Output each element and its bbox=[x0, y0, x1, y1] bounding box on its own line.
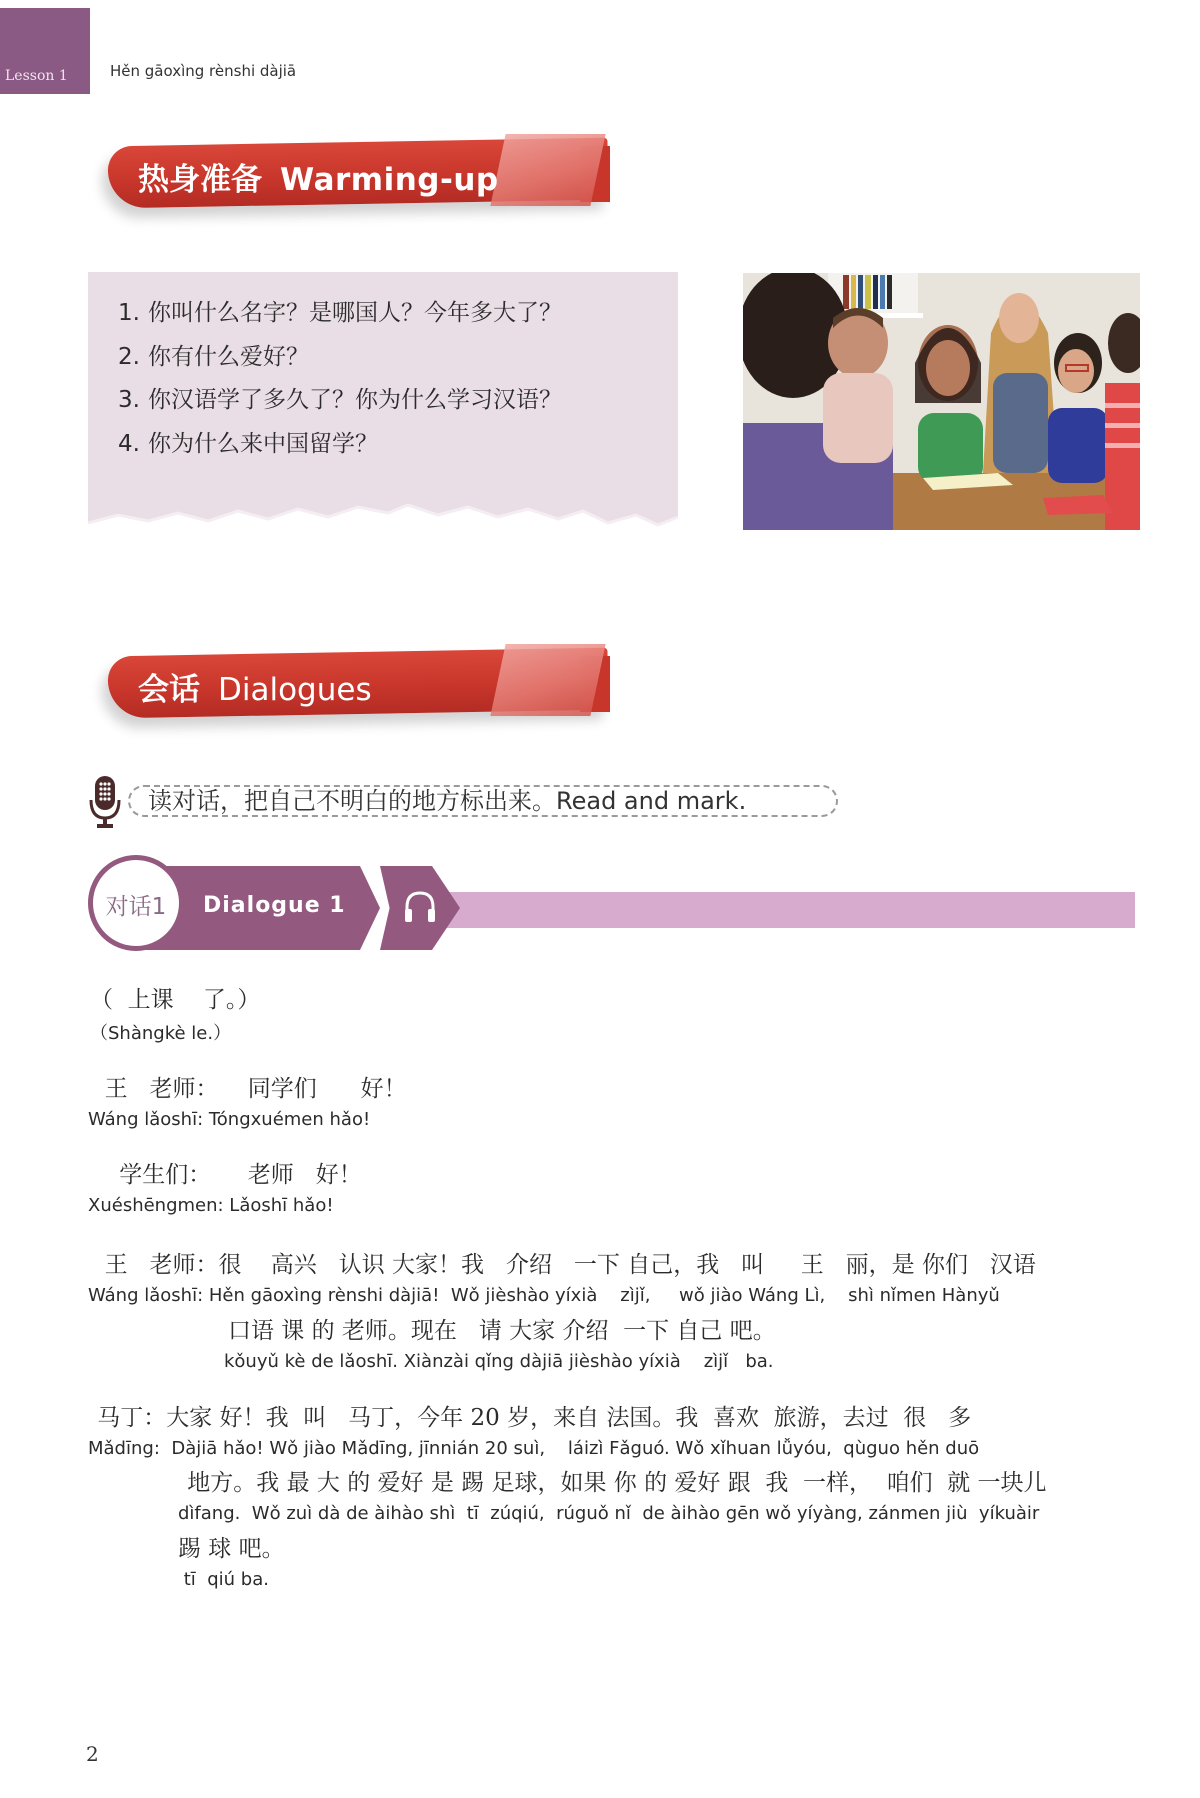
dialogue-line-pinyin: Mǎdīng: Dàjiā hǎo! Wǒ jiào Mǎdīng, jīnnián 20 suì, láizì Fǎguó. Wǒ xǐhuan lǚyóu, qùguo hěn duō bbox=[88, 1438, 980, 1459]
dialogue-line-cn: 地方。我 最 大 的 爱好 是 踢 足球，如果 你 的 爱好 跟 我 一样， 咱们 就 一块儿 bbox=[180, 1470, 1047, 1496]
warmup-questions-list bbox=[118, 292, 562, 466]
dialogue-line-pinyin: dìfang. Wǒ zuì dà de àihào shì tī zúqiú, rúguǒ nǐ de àihào gēn wǒ yíyàng, zánmen jiù yíkuàir bbox=[178, 1503, 1040, 1524]
warmup-section-ribbon bbox=[108, 132, 608, 210]
microphone-icon bbox=[88, 776, 122, 828]
lesson-tab-label: Lesson 1 bbox=[5, 68, 68, 84]
dialogue-line-cn: 口语 课 的 老师。现在 请 大家 介绍 一下 自己 吧。 bbox=[228, 1318, 776, 1344]
lesson-title-pinyin: Hěn gāoxìng rènshi dàjiā bbox=[110, 62, 297, 80]
dialogue-line-cn: （ 上课 了。） bbox=[90, 987, 261, 1013]
photo-illustration bbox=[743, 273, 1140, 530]
warmup-heading-en: Warming-up bbox=[280, 162, 499, 198]
dialogue-number-badge bbox=[88, 855, 184, 951]
dialogues-section-ribbon bbox=[108, 642, 608, 720]
warmup-heading-cn: 热身准备 bbox=[138, 162, 262, 198]
torn-paper-edge bbox=[88, 495, 678, 535]
dialogue-line-pinyin: Wáng lǎoshī: Tóngxuémen hǎo! bbox=[88, 1109, 371, 1130]
warmup-question: 1. 你叫什么名字？是哪国人？今年多大了？ bbox=[118, 300, 562, 326]
dialogue-line-cn: 马丁：大家 好！我 叫 马丁，今年 20 岁，来自 法国。我 喜欢 旅游，去过 很 多 bbox=[90, 1405, 972, 1431]
dialogue-banner-bar bbox=[440, 892, 1135, 928]
dialogues-heading-cn: 会话 bbox=[138, 672, 200, 708]
dialogue-line-cn: 王 老师：很 高兴 认识 大家！我 介绍 一下 自己，我 叫 王 丽，是 你们 汉语 bbox=[90, 1252, 1036, 1278]
headphones-icon[interactable] bbox=[402, 889, 438, 925]
dialogue-line-pinyin: kǒuyǔ kè de lǎoshī. Xiànzài qǐng dàjiā jièshào yíxià zìjǐ ba. bbox=[224, 1351, 774, 1372]
lesson-tab bbox=[0, 8, 90, 94]
dialogue-line-cn: 王 老师： 同学们 好！ bbox=[90, 1076, 407, 1102]
dialogues-heading-en: Dialogues bbox=[218, 672, 372, 708]
warmup-question: 3. 你汉语学了多久了？你为什么学习汉语？ bbox=[118, 387, 562, 413]
dialogue-line-pinyin: tī qiú ba. bbox=[178, 1569, 269, 1590]
dialogue-badge-label: 对话1 bbox=[105, 894, 167, 920]
dialogue-line-cn: 学生们： 老师 好！ bbox=[90, 1162, 362, 1188]
dialogue-line-pinyin: （Shàngkè le.） bbox=[90, 1023, 232, 1044]
page-number: 2 bbox=[86, 1742, 99, 1766]
dialogue-line-cn: 踢 球 吧。 bbox=[178, 1536, 285, 1562]
warmup-question: 2. 你有什么爱好？ bbox=[118, 343, 309, 370]
dialogue-line-pinyin: Wáng lǎoshī: Hěn gāoxìng rènshi dàjiā! Wǒ jièshào yíxià zìjǐ, wǒ jiào Wáng Lì, shì nǐmen Hànyǔ bbox=[88, 1285, 1000, 1306]
warmup-question: 4. 你为什么来中国留学？ bbox=[118, 430, 378, 457]
read-and-mark-instruction: 读对话，把自己不明白的地方标出来。Read and mark. bbox=[128, 785, 838, 817]
dialogue-title: Dialogue 1 bbox=[203, 893, 346, 918]
students-photo bbox=[743, 273, 1140, 530]
dialogue-line-pinyin: Xuéshēngmen: Lǎoshī hǎo! bbox=[88, 1195, 334, 1216]
